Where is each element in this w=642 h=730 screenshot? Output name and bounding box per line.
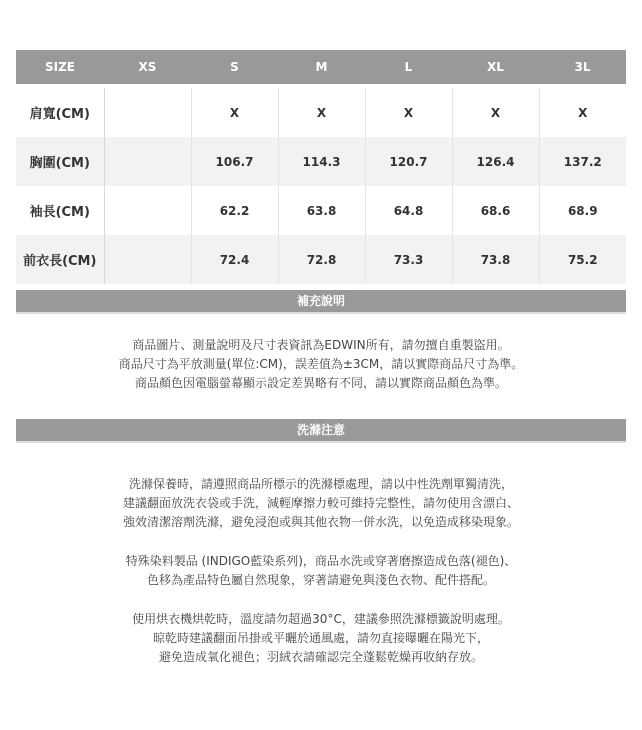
cell	[104, 88, 191, 137]
row-label-length: 前衣長(CM)	[16, 235, 104, 284]
care-paragraph	[16, 552, 626, 590]
supplement-line: 商品圖片、測量說明及尺寸表資訊為EDWIN所有，請勿擅自重製盜用。	[132, 338, 510, 352]
care-line: 洗滌保養時，請遵照商品所標示的洗滌標處理，請以中性洗劑單獨清洗，	[128, 477, 513, 491]
care-line: 特殊染料製品 (INDIGO藍染系列)，商品水洗或穿著磨擦造成色落(褪色)、	[125, 554, 517, 568]
cell: X	[278, 88, 365, 137]
table-row	[16, 186, 626, 235]
cell: 72.8	[278, 235, 365, 284]
care-line: 避免造成氧化褪色；羽絨衣請確認完全蓬鬆乾燥再收納存放。	[158, 650, 483, 664]
size-table	[16, 50, 626, 284]
care-heading: 洗滌注意	[16, 419, 626, 443]
cell: 68.9	[539, 186, 626, 235]
cell: X	[452, 88, 539, 137]
cell	[104, 186, 191, 235]
care-line: 晾乾時建議翻面吊掛或平曬於通風處，請勿直接曝曬在陽光下，	[152, 631, 489, 645]
table-row	[16, 235, 626, 284]
cell: X	[365, 88, 452, 137]
cell: 62.2	[191, 186, 278, 235]
header-s: S	[191, 50, 278, 84]
header-size: SIZE	[16, 50, 104, 84]
size-chart-sheet	[16, 50, 626, 687]
cell: 73.3	[365, 235, 452, 284]
care-paragraph	[16, 475, 626, 532]
cell: X	[191, 88, 278, 137]
cell: 126.4	[452, 137, 539, 186]
header-m: M	[278, 50, 365, 84]
cell: 75.2	[539, 235, 626, 284]
care-line: 強效清潔溶劑洗滌，避免浸泡或與其他衣物一併水洗，以免造成移染現象。	[122, 515, 519, 529]
care-notes	[16, 475, 626, 667]
table-row	[16, 137, 626, 186]
cell: 114.3	[278, 137, 365, 186]
care-line: 建議翻面放洗衣袋或手洗，減輕摩擦力較可維持完整性，請勿使用含漂白、	[122, 496, 519, 510]
cell: 63.8	[278, 186, 365, 235]
header-xl: XL	[452, 50, 539, 84]
table-row	[16, 88, 626, 137]
cell	[104, 235, 191, 284]
cell: 68.6	[452, 186, 539, 235]
cell	[104, 137, 191, 186]
row-label-sleeve: 袖長(CM)	[16, 186, 104, 235]
cell: 72.4	[191, 235, 278, 284]
row-label-shoulder: 肩寬(CM)	[16, 88, 104, 137]
header-l: L	[365, 50, 452, 84]
size-header-row	[16, 50, 626, 84]
cell: 106.7	[191, 137, 278, 186]
header-3l: 3L	[539, 50, 626, 84]
care-line: 使用烘衣機烘乾時，溫度請勿超過30°C，建議參照洗滌標籤說明處理。	[132, 612, 510, 626]
care-line: 色移為產品特色屬自然現象，穿著請避免與淺色衣物、配件搭配。	[146, 573, 495, 587]
cell: X	[539, 88, 626, 137]
cell: 137.2	[539, 137, 626, 186]
supplement-line: 商品顏色因電腦螢幕顯示設定差異略有不同，請以實際商品顏色為準。	[134, 376, 507, 390]
supplement-notes	[16, 336, 626, 393]
care-paragraph	[16, 610, 626, 667]
cell: 120.7	[365, 137, 452, 186]
supplement-heading: 補充說明	[16, 290, 626, 314]
row-label-chest: 胸圍(CM)	[16, 137, 104, 186]
cell: 73.8	[452, 235, 539, 284]
supplement-line: 商品尺寸為平放測量(單位:CM)，誤差值為±3CM，請以實際商品尺寸為準。	[118, 357, 524, 371]
cell: 64.8	[365, 186, 452, 235]
header-xs: XS	[104, 50, 191, 84]
